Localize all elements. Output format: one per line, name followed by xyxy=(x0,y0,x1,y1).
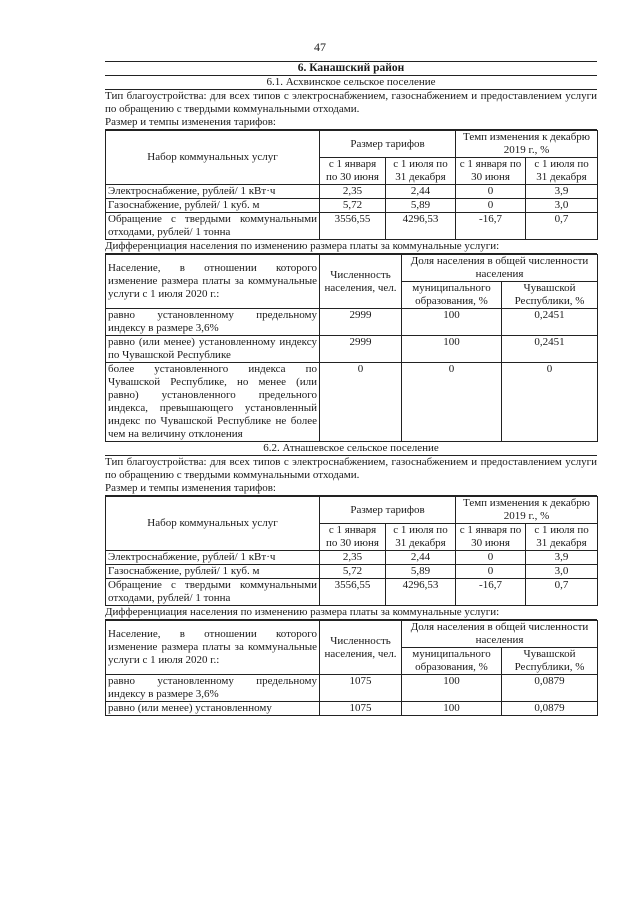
diff-label: Дифференциация населения по изменению размера платы за коммунальные услуги: xyxy=(105,240,597,254)
document-body xyxy=(105,61,597,716)
table-row xyxy=(106,702,598,716)
population-count: 2999 xyxy=(320,309,402,336)
col-service: Набор коммунальных услуг xyxy=(106,131,320,185)
service-name: Электроснабжение, рублей/ 1 кВт·ч xyxy=(106,185,320,199)
table-row xyxy=(106,579,598,606)
improvement-text: Тип благоустройства: для всех типов с электроснабжением, газоснабжением и предоставлением услуги по обращению с твердыми коммунальными отходами. xyxy=(105,456,597,481)
col-size: Размер тарифов xyxy=(320,497,456,524)
col-size: Размер тарифов xyxy=(320,131,456,158)
settlement-title: 6.2. Атнашевское сельское поселение xyxy=(105,442,597,456)
col-rate: Темп изменения к декабрю 2019 г., % xyxy=(456,131,598,158)
tariff-value: 5,72 xyxy=(320,565,386,579)
population-name: равно установленному предельному индексу в размере 3,6% xyxy=(106,675,320,702)
population-count: 2999 xyxy=(320,336,402,363)
share-mun: 100 xyxy=(402,702,502,716)
population-name: равно установленному предельному индексу в размере 3,6% xyxy=(106,309,320,336)
rate-value: 3,9 xyxy=(526,551,598,565)
col-rate: Темп изменения к декабрю 2019 г., % xyxy=(456,497,598,524)
table-row xyxy=(106,336,598,363)
population-count: 0 xyxy=(320,363,402,442)
col-population: Население, в отношении которого изменение размера платы за коммунальные услуги с 1 июля 2020 г.: xyxy=(106,255,320,309)
population-table xyxy=(105,620,598,716)
sub-jul: с 1 июля по 31 декабря xyxy=(386,524,456,551)
rate-value: 3,0 xyxy=(526,199,598,213)
population-name: более установленного индекса по Чувашской Республике, но менее (или равно) установленного предельного индекса, превышающего установленный индекс по Чувашской Республике не более чем на величину отклонения xyxy=(106,363,320,442)
col-population: Население, в отношении которого изменение размера платы за коммунальные услуги с 1 июля 2020 г.: xyxy=(106,621,320,675)
tariff-label: Размер и темпы изменения тарифов: xyxy=(105,482,597,496)
table-row xyxy=(106,213,598,240)
sub-jul: с 1 июля по 31 декабря xyxy=(526,524,598,551)
col-mun: муниципального образования, % xyxy=(402,648,502,675)
diff-label: Дифференциация населения по изменению размера платы за коммунальные услуги: xyxy=(105,606,597,620)
district-title: 6. Канашский район xyxy=(105,62,597,76)
table-row xyxy=(106,185,598,199)
share-rep: 0,0879 xyxy=(502,702,598,716)
col-share: Доля населения в общей численности населения xyxy=(402,255,598,282)
tariff-value: 2,44 xyxy=(386,551,456,565)
table-row xyxy=(106,565,598,579)
table-row xyxy=(106,551,598,565)
share-rep: 0 xyxy=(502,363,598,442)
share-mun: 100 xyxy=(402,675,502,702)
sub-jan: с 1 января по 30 июня xyxy=(456,158,526,185)
col-mun: муниципального образования, % xyxy=(402,282,502,309)
sub-jan: с 1 января по 30 июня xyxy=(320,524,386,551)
tariff-value: 2,35 xyxy=(320,551,386,565)
population-count: 1075 xyxy=(320,675,402,702)
table-row xyxy=(106,675,598,702)
tariff-label: Размер и темпы изменения тарифов: xyxy=(105,116,597,130)
col-count: Численность населения, чел. xyxy=(320,621,402,675)
settlement-title: 6.1. Асхвинское сельское поселение xyxy=(105,76,597,90)
sub-jul: с 1 июля по 31 декабря xyxy=(386,158,456,185)
rate-value: -16,7 xyxy=(456,213,526,240)
tariff-value: 2,44 xyxy=(386,185,456,199)
rate-value: -16,7 xyxy=(456,579,526,606)
col-share: Доля населения в общей численности населения xyxy=(402,621,598,648)
table-row xyxy=(106,199,598,213)
service-name: Обращение с твердыми коммунальными отходами, рублей/ 1 тонна xyxy=(106,213,320,240)
rate-value: 0,7 xyxy=(526,579,598,606)
sub-jul: с 1 июля по 31 декабря xyxy=(526,158,598,185)
table-row xyxy=(106,363,598,442)
share-mun: 100 xyxy=(402,309,502,336)
tariff-value: 5,89 xyxy=(386,565,456,579)
service-name: Электроснабжение, рублей/ 1 кВт·ч xyxy=(106,551,320,565)
tariff-table xyxy=(105,496,598,606)
rate-value: 0 xyxy=(456,185,526,199)
share-rep: 0,2451 xyxy=(502,309,598,336)
improvement-text: Тип благоустройства: для всех типов с электроснабжением, газоснабжением и предоставлением услуги по обращению с твердыми коммунальными отходами. xyxy=(105,90,597,115)
tariff-table xyxy=(105,130,598,240)
rate-value: 3,0 xyxy=(526,565,598,579)
col-service: Набор коммунальных услуг xyxy=(106,497,320,551)
rate-value: 0 xyxy=(456,551,526,565)
settlement-header xyxy=(105,442,597,456)
col-count: Численность населения, чел. xyxy=(320,255,402,309)
service-name: Обращение с твердыми коммунальными отходами, рублей/ 1 тонна xyxy=(106,579,320,606)
share-rep: 0,0879 xyxy=(502,675,598,702)
population-table xyxy=(105,254,598,442)
service-name: Газоснабжение, рублей/ 1 куб. м xyxy=(106,565,320,579)
tariff-value: 3556,55 xyxy=(320,213,386,240)
page-number: 47 xyxy=(314,40,326,54)
population-name: равно (или менее) установленному индексу по Чувашской Республике xyxy=(106,336,320,363)
service-name: Газоснабжение, рублей/ 1 куб. м xyxy=(106,199,320,213)
sub-jan: с 1 января по 30 июня xyxy=(320,158,386,185)
tariff-value: 2,35 xyxy=(320,185,386,199)
table-row xyxy=(106,309,598,336)
col-rep: Чувашской Республики, % xyxy=(502,282,598,309)
population-name: равно (или менее) установленному xyxy=(106,702,320,716)
share-rep: 0,2451 xyxy=(502,336,598,363)
tariff-value: 5,72 xyxy=(320,199,386,213)
rate-value: 0,7 xyxy=(526,213,598,240)
share-mun: 0 xyxy=(402,363,502,442)
rate-value: 0 xyxy=(456,565,526,579)
sub-jan: с 1 января по 30 июня xyxy=(456,524,526,551)
tariff-value: 4296,53 xyxy=(386,579,456,606)
tariff-value: 3556,55 xyxy=(320,579,386,606)
tariff-value: 5,89 xyxy=(386,199,456,213)
rate-value: 0 xyxy=(456,199,526,213)
share-mun: 100 xyxy=(402,336,502,363)
col-rep: Чувашской Республики, % xyxy=(502,648,598,675)
tariff-value: 4296,53 xyxy=(386,213,456,240)
population-count: 1075 xyxy=(320,702,402,716)
rate-value: 3,9 xyxy=(526,185,598,199)
district-header xyxy=(105,61,597,90)
